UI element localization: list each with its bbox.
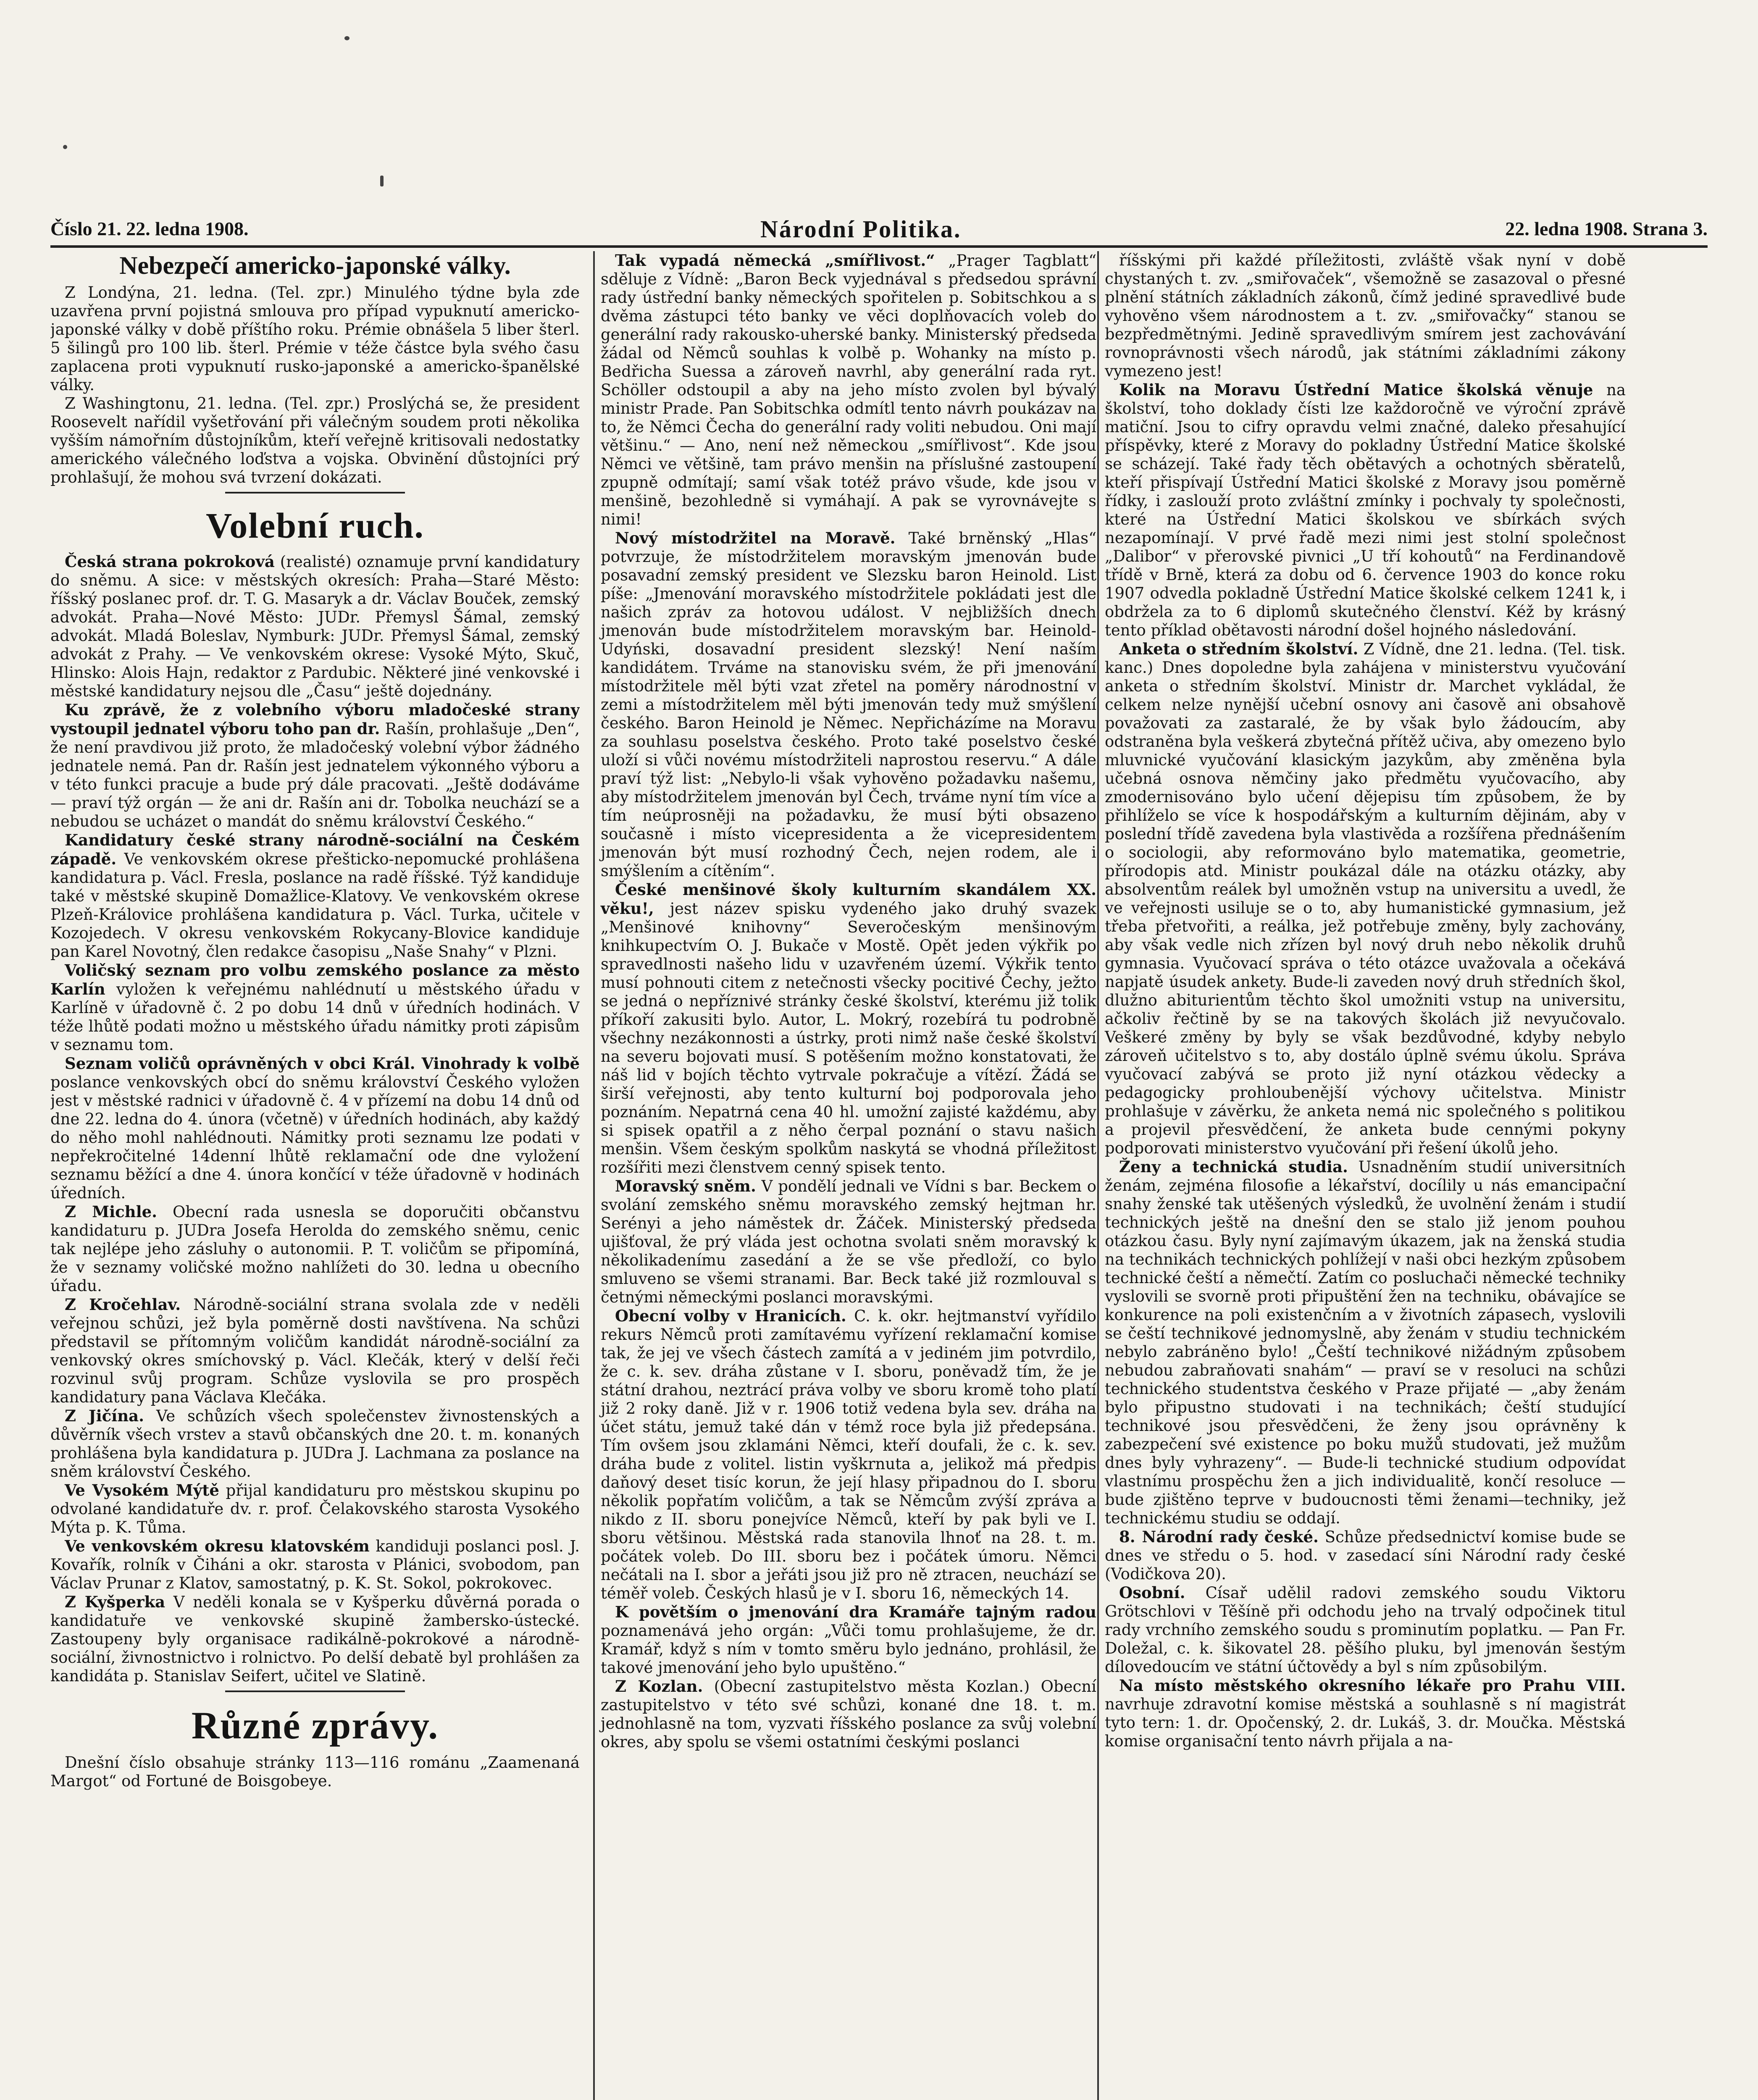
lead-text: Tak vypadá německá „smířlivost.“ (615, 251, 935, 270)
lead-text: Z Michle. (65, 1202, 158, 1221)
paragraph (1105, 1583, 1626, 1676)
paragraph (1105, 1676, 1626, 1751)
body-text: kandiduji poslanci posl. J. Kovařík, rolník v Čiháni a okr. starosta v Plánici, svobodom, pan Václav Prunar z Klatov, samostatný, p. K. St. Sokol, pokrokovec. (50, 1537, 580, 1592)
paragraph (601, 529, 1096, 880)
paragraph (50, 1537, 580, 1593)
lead-text: Na místo městského okresního lékaře pro Prahu VIII. (1119, 1676, 1626, 1695)
body-text: (Obecní zastupitelstvo města Kozlan.) Obecní zastupitelstvo v této své schůzi, konané dne 18. t. m. jednohlasně na tom, vyzvati říšského poslance za svůj volební okres, aby spolu se všemi ostatními českými poslanci (601, 1677, 1096, 1751)
body-text: Usnadněním studií universitních ženám, zejména filosofie a lékařství, docílily u nás emancipační snahy ženské tak utěšených výsledků, že uvolnění ženám i studií technických ještě na dnešní den se stalo již jenom pouhou otázkou času. Byly nyní zajímavým úkazem, jak na ženská studia na technikách technických pohlížejí v naši obci hezkým způsobem technické čeští a němečtí. Zatím co posluchači německé techniky vyslovili se svorně proti připuštění žen na techniku, obávajíce se konkurence na poli existenčním a v životních zápasech, vyslovili se čeští technikové jednomyslně, aby ženám v studiu technickém nebylo zabráněno bylo! „Čeští technikové nižádným způsobem nebudou zabraňovati snahám“ — praví se v resoluci na schůzi technického studentstva českého v Praze přijaté — „aby ženám bylo připustno studovati i na technikách; čeští studující technikové jsou přesvědčeni, že ženy jsou oprávněny k zabezpečení své existence po boku mužů studovati, jež mužům dnes byly vyhrazeny“. — Bude-li technické studium odpovídat vlastnímu prospěchu žen a jich individualitě, končí resoluce — bude zjištěno teprve v budoucnosti těmi ženami—techniky, jež technickému studiu se oddají. (1105, 1158, 1626, 1527)
paragraph (601, 1307, 1096, 1603)
body-text: poslance venkovských obcí do sněmu království Českého vyložen jest v městské radnici v úřadovně č. 4 v přízemí na dobu 14 dnů od dne 22. ledna do 4. února (včetně) v úředních hodinách, aby každý do něho mohl nahlédnouti. Námitky proti seznamu lze podati v nepřekročitelné 14denní lhůtě reklamační ode dne vyložení seznamu běžící a dne 4. února končící v téže úřadovně v hodinách úředních. (50, 1073, 580, 1202)
scan-speck (380, 176, 384, 186)
body-text: Rašín, prohlašuje „Den“, že není pravdivou již proto, že mladočeský volební výbor žádného jednatele nemá. Pan dr. Rašín jest jednatelem výkonného výboru a v této funkci pracuje a bude prý dále pracovati. „Ještě dodáváme — praví týž orgán — že ani dr. Rašín ani dr. Tobolka neuchází se a nebudou se ucházet o mandát do sněmu království Českého.“ (50, 720, 580, 830)
paragraph (601, 251, 1096, 529)
body-text: (realisté) oznamuje první kandidatury do sněmu. A sice: v městských okresích: Praha—Staré Město: říšský poslanec prof. dr. T. G. Masaryk a dr. Václav Bouček, zemský advokát. Praha—Nové Město: JUDr. Přemysl Šámal, zemský advokát. Mladá Boleslav, Nymburk: JUDr. Přemysl Šámal, zemský advokát z Prahy. — Ve venkovském okrese: Vysoké Mýto, Skuč, Hlinsko: Alois Hajn, redaktor z Pardubic. Některé jiné venkovské i městské kandidatury nejsou dle „Času“ ještě dojednány. (50, 553, 580, 700)
section-title: Různé zprávy. (191, 1704, 439, 1747)
paragraph (50, 1407, 580, 1481)
lead-text: Osobní. (1119, 1583, 1185, 1602)
body-text: jest název spisku vydeného jako druhý svazek „Menšinové knihovny“ Severočeským menšinovým knihkupectvím O. J. Bukače v Mostě. Opět jeden výkřik po spravedlnosti našeho lidu v uzavřeném území. Výkřik tento musí pohnouti citem z netečnosti všecky pocitivé Čechy, ježto se jedná o nepříznivé stránky české školství, kterému již tolik příkoří zakusiti bylo. Autor, L. Mokrý, rozebírá tu podrobně všechny nezákonnosti a ústrky, proti nimž naše české školství na severu bojovati musí. S potěšením možno konstatovati, že náš lid v bojích těchto vytrvale pokračuje a vítězí. Žádá se širší veřejnosti, aby tento kulturní boj podporovala jeho poznáním. Nepatrná cena 40 hl. umožní zajisté každému, aby si spisek opatřil a z něho čerpal poznání o stavu našich menšin. Všem českým spolkům naskytá se vhodná příležitost rozšířiti mezi členstvem cenný spisek tento. (601, 900, 1096, 1176)
body-text: Císař udělil radovi zemského soudu Viktoru Grötschlovi v Těšíně při odchodu jeho na trvalý odpočinek titul rady vrchního zemského soudu s prominutím poplatku. — Pan Fr. Doležal, c. k. šikovatel 28. pěšího pluku, byl jmenován šestým dílovedoucím ve státní účtovědy a byl s ním způsobilým. (1105, 1584, 1626, 1676)
paragraph (50, 552, 580, 701)
paragraph (50, 1202, 580, 1295)
paragraph: říšskými při každé příležitosti, zvláště však nyní v době chystaných t. zv. „smiřovaček“, všemožně se zasazoval o přesné plnění státních základních zákonů, čímž jediné spravedlivé bude vyhověno všem národnostem a t. zv. „smiřovačky“ stanou se bezpředmětnými. Jedině spravedlivým smírem jest zachovávání rovnoprávnosti všech národů, jak státními základními zákony vymezeno jest! (1105, 251, 1626, 380)
lead-text: České menšinové školy kulturním skandálem XX. věku!, (601, 880, 1096, 918)
body-text: Ve venkovském okrese přešticko-nepomucké prohlášena kandidatura p. Václ. Fresla, poslance na radě říšské. Týž kandiduje také v městské skupině Domažlice-Klatovy. Ve venkovském okrese Plzeň-Královice prohlášena kandidatura p. Václ. Turka, učitele v Kozojedech. V okresu venkovském Rokycany-Blovice kandiduje pan Karel Novotný, člen redakce časopisu „Naše Snahy“ v Plzni. (50, 850, 580, 961)
separator (225, 492, 405, 494)
body-text: na školství, toho doklady čísti lze každoročně ve výroční zprávě matiční. Jsou to cifry opravdu velmi značné, daleko přesahující příspěvky, které z Moravy do pokladny Ústřední Matice školské se scházejí. Také řady těch obětavých a ochotných sběratelů, kteří přispívají Ústřední Matici školské z Moravy jsou poměrně řídky, i zaslouží proto zvláštní zmínky i pochvaly ty společnosti, které na Ústřední Matici školskou ve sbírkách svých nezapomínají. V prvé řadě mezi nimi jest stolní společnost „Dalibor“ v přerovské pivnici „U tří kohoutů“ na Ferdinandově třídě v Brně, která za dobu od 6. července 1903 do konce roku 1907 odvedla pokladně Ústřední Matice školské celkem 1241 k, i obdržela za to 6 diplomů skutečného členství. Kéž by krásný tento příklad obětavosti národní došel hojného následování. (1105, 381, 1626, 639)
lead-text: Anketa o středním školství. (1119, 640, 1359, 658)
lead-text: Ku zprávě, že z volebního výboru mladočeské strany vystoupil jednatel výboru toho pan dr. (50, 701, 580, 738)
body-text: Také brněnský „Hlas“ potvrzuje, že místodržitelem moravským jmenován bude posavadní zemský president ve Slezsku baron Heinold. List píše: „Jmenování moravského místodržitele pokládati jest dle našich zpráv za hotovou událost. V nejbližších dnech jmenován bude místodržitelem moravským bar. Heinold-Udyński, dosavadní president slezský! Není naším kandidátem. Trváme na stanovisku svém, že při jmenování místodržitele měl býti vzat zřetel na poměry národnostní v zemi a místodržitelem měl býti jmenován tedy muž smýšlení českého. Baron Heinold je Němec. Nepřicházíme na Moravu za souhlasu poselstva českého. Proto také poselstvo české uloží si vůči novému místodržiteli naprostou reservu.“ A dále praví týž list: „Nebylo-li však vyhověno požadavku našemu, aby místodržitelem jmenován byl Čech, trváme nyní tím více a tím neúprosněji na požadavku, že musí býti obsazeno současně i místo vicepresidenta a že vicepresidentem jmenován být musí rozhodný Čech, nejen rodem, ale i smýšlením a cítěním“. (601, 529, 1096, 880)
lead-text: Z Kozlan. (615, 1677, 703, 1696)
paragraph (50, 1481, 580, 1537)
body-text: C. k. okr. hejtmanství vyřídilo rekurs Němců proti zamítavému vyřízení reklamační komise tak, že jej ve všech částech zamítá a v jediném jim potvrdilo, že c. k. sev. dráha zůstane v I. sboru, poněvadž tím, že je státní drahou, neztrácí práva volby ve sboru kromě toho platí již 2 roky daně. Již v r. 1906 totiž vedena byla sev. dráha na účet státu, jemuž také dán v témž roce byla již předepsána. Tím ovšem jsou zklamáni Němci, kteří doufali, že c. k. sev. dráha bude z volitel. listin vyškrnuta a, jelikož má předpis daňový deset tisíc korun, že její hlasy připadnou do I. sboru několik popřatím voličům, a tak se Němcům zvýší zpráva a nikdo z II. sboru ponejvíce Němců, kteří by pak byli ve I. sboru většinou. Městská rada stanovila lhnoť na 28. t. m. počátek voleb. Do III. sboru bez i počátek úmoru. Němci nečátali na I. sbor a jeřáti jsou již pro ně ztracen, neuchází se téměř voleb. Českých hlasů je v I. sboru 16, německých 14. (601, 1307, 1096, 1602)
lead-text: Moravský sněm. (615, 1177, 756, 1195)
paragraph (50, 831, 580, 961)
lead-text: Česká strana pokroková (65, 552, 275, 571)
paragraph (601, 1603, 1096, 1677)
lead-text: Nový místodržitel na Moravě. (615, 529, 896, 547)
lead-text: Voličský seznam pro volbu zemského poslance za město Karlín (50, 961, 580, 998)
lead-text: Z Jičína. (65, 1407, 144, 1425)
paragraph (1105, 1528, 1626, 1583)
paragraph (601, 880, 1096, 1177)
body-text: Národně-sociální strana svolala zde v neděli veřejnou schůzi, jež byla poměrně dosti navštívena. Na schůzi představil se přítomným voličům kandidát národně-sociální za venkovský okres smíchovský p. Václ. Klečák, který v delší řeči rozvinul svůj program. Schůze vyslovila se pro prospěch kandidatury pana Václava Klečáka. (50, 1296, 580, 1406)
lead-text: K povětším o jmenování dra Kramáře tajným radou (615, 1603, 1096, 1621)
body-text: vyložen k veřejnému nahlédnutí u městského úřadu v Karlíně v úřadovně č. 2 po dobu 14 dnů v úředních hodinách. V téže lhůtě podati možno u městského úřadu námitky proti zápisům v seznamu tom. (50, 980, 580, 1054)
paragraph: Z Londýna, 21. ledna. (Tel. zpr.) Minulého týdne byla zde uzavřena první pojistná smlouva pro případ vypuknutí americko-japonské války v době příštího roku. Prémie obnášela 5 liber šterl. 5 šilingů pro 100 lib. šterl. Prémie v téže částce byla svého času zaplacena proti vypuknutí rusko-japonské a americko-španělské války. (50, 284, 580, 394)
page-header (50, 215, 1708, 248)
body-text: V neděli konala se v Kyšperku důvěrná porada o kandidatuře ve venkovské skupině žambersko-ústecké. Zastoupeny byly organisace radikálně-pokrokové a národně-sociální, živnostnictvo i rolnictvo. Po delší debatě byl prohlášen za kandidáta p. Stanislav Seifert, učitel ve Slatině. (50, 1593, 580, 1685)
article-title: Nebezpečí americko-japonské války. (119, 252, 511, 279)
body-text: navrhuje zdravotní komise městská a souhlasně s ní magistrát tyto tern: 1. dr. Opočenský, 2. dr. Lukáš, 3. dr. Moučka. Městská komise organisační tento návrh přijala a na- (1105, 1695, 1626, 1750)
section-title: Volební ruch. (206, 505, 424, 546)
body-text: V pondělí jednali ve Vídni s bar. Beckem o svolání zemského sněmu moravského zemský hejtman hr. Serényi a jeho náměstek dr. Žáček. Ministerský předseda ujišťoval, že prý vláda jest ochotna svolati sněm moravský k několikadenímu zasedání a že se vše předloží, co bylo smluveno se všemi stranami. Bar. Beck také již rozmlouval s četnými německými poslanci moravskými. (601, 1177, 1096, 1306)
lead-text: Kolik na Moravu Ústřední Matice školská věnuje (1119, 381, 1593, 399)
paragraph (601, 1177, 1096, 1307)
paragraph (601, 1677, 1096, 1751)
column-2 (593, 251, 1096, 2100)
paragraph (50, 1295, 580, 1407)
body-text: „Prager Tagblatt“ sděluje z Vídně: „Baron Beck vyjednával s předsedou správní rady ústřední banky německých spořitelen p. Sobitschkou a s dvěma zástupci této banky ve věci doplňovacích voleb do generální rady rakousko-uherské banky. Ministerský předseda žádal od Němců souhlas k volbě p. Wohanky na místo p. Bedřicha Suessa a zároveň navrhl, aby generální rada ryt. Schöller odstoupil a aby na jeho místo zvolen byl bývalý ministr Prade. Pan Sobitschka odmítl tento návrh poukázav na to, že Němci Čecha do generální rady voliti nebudou. Oni mají většinu.“ — Ano, není než německou „smířlivost“. Kde jsou Němci ve většině, tam právo menšin na příslušné zastoupení zpupně odmítají; samí však totéž právo všude, kde jsou v menšině, bezohledně si vymáhají. A pak se vyrovnávejte s nimi! (601, 252, 1096, 528)
lead-text: Ženy a technická studia. (1119, 1158, 1348, 1176)
paragraph: Z Washingtonu, 21. ledna. (Tel. zpr.) Proslýchá se, že president Roosevelt nařídil vyšetřování při válečným soudem proti několika vyšším námořním důstojníkům, kteří veřejně kritisovali nedostatky amerického válečného loďstva a vojska. Obvinění důstojníci prý prohlašují, že mohou svá tvrzení dokázati. (50, 394, 580, 486)
lead-text: 8. Národní rady české. (1119, 1528, 1319, 1546)
separator (225, 1690, 405, 1692)
page-info: 22. ledna 1908. Strana 3. (1505, 218, 1708, 239)
column-1 (50, 251, 580, 2100)
body-text: přijal kandidaturu pro městskou skupinu po odvolané kandidatuře dv. r. prof. Čelakovského starosta Vysokého Mýta p. K. Tůma. (50, 1481, 580, 1536)
column-3 (1097, 251, 1626, 2100)
lead-text: Ve venkovském okresu klatovském (65, 1537, 370, 1555)
lead-text: Obecní volby v Hranicích. (615, 1307, 846, 1325)
body-text: Z Vídně, dne 21. ledna. (Tel. tisk. kanc.) Dnes dopoledne byla zahájena v ministerstvu vyučování anketa o středním školství. Ministr dr. Marchet vykládal, že celkem nelze nynější učební osnovy ani časově ani obsahově považovati za zastaralé, že by však bylo žádoucím, aby odstraněna byla veškerá zbytečná přítěž učiva, aby omezeno bylo mluvnické vyučování klasickým jazykům, aby změněna byla učebná osnova němčiny jako předmětu vyučovacího, aby zmodernisováno bylo učení dějepisu tím způsobem, že by přihlíželo se více k hospodářským a kulturním dějinám, aby v poslední třídě zavedena byla vlastivěda a rozšířena přednášením o sociologii, aby reformováno bylo matematika, geometrie, přírodopis atd. Ministr poukázal dále na otázku otázky, aby absolventům reálek byl umožněn vstup na universitu a uvedl, že ve veřejnosti usiluje se o to, aby humanistické gymnasium, jež třeba přetvořiti, a reálka, jež potřebuje změny, byly zachovány, aby však vedle nich zřízen byl nový druh nebo několik druhů gymnasia. Vyučovací správa o této otázce uvažovala a očekává napjatě úsudek ankety. Bude-li zaveden nový druh středních škol, dlužno abiturientům těchto škol umožniti vstup na universitu, ačkoliv řečtině by se na takových školách již nevyučovalo. Veškeré změny by byly se však bezdůvodné, kdyby nebylo zároveň učitelstvo s to, aby dostálo úplně svému úkolu. Správa vyučovací zabývá se proto již nyní otázkou vědecky a pedagogicky prohloubenější výchovy učitelstva. Ministr prohlašuje v závěrku, že anketa nemá nic společného s politikou a projevil přesvědčení, že anketa bude cennými pokyny podporovati ministerstvo vyučování při řešení úkolů jeho. (1105, 640, 1626, 1157)
scan-speck (344, 36, 349, 40)
paragraph (50, 961, 580, 1054)
body-text: Schůze předsednictví komise bude se dnes ve středu o 5. hod. v zasedací síni Národní rady české (Vodičkova 20). (1105, 1528, 1626, 1583)
paragraph (50, 1593, 580, 1685)
paragraph (1105, 1158, 1626, 1528)
paragraph (1105, 640, 1626, 1158)
body-text: Ve schůzích všech společenstev živnostenských a důvěrník všech vrstev a stavů občanských dne 20. t. m. konaných prohlášena byla kandidatura p. JUDra J. Lachmana za poslance na sněm království Českého. (50, 1407, 580, 1480)
paragraph (50, 1054, 580, 1202)
scan-speck (63, 145, 67, 149)
body-text: poznamenává jeho orgán: „Vůči tomu prohlašujeme, že dr. Kramář, když s ním v tomto směru bylo jednáno, prohlásil, že takové jmenování jeho bylo upuštěno.“ (601, 1622, 1096, 1677)
masthead: Národní Politika. (760, 215, 962, 243)
body-text: Obecní rada usnesla se doporučiti občanstvu kandidaturu p. JUDra Josefa Herolda do zemského sněmu, cenic tak nejlépe jeho zásluhy o autonomii. P. T. voličům se připomíná, že v seznamy voličské možno nahlížeti do 30. ledna u obecního úřadu. (50, 1203, 580, 1295)
lead-text: Z Kyšperka (65, 1593, 166, 1611)
lead-text: Z Kročehlav. (65, 1295, 181, 1314)
paragraph (50, 701, 580, 831)
paragraph: Dnešní číslo obsahuje stránky 113—116 románu „Zaamenaná Margot“ od Fortuné de Boisgobeye. (50, 1754, 580, 1790)
issue-info: Číslo 21. 22. ledna 1908. (50, 218, 249, 239)
lead-text: Seznam voličů oprávněných v obci Král. Vinohrady k volbě (65, 1054, 580, 1073)
paragraph (1105, 381, 1626, 640)
lead-text: Ve Vysokém Mýtě (65, 1481, 219, 1499)
lead-text: Kandidatury české strany národně-sociální na Českém západě. (50, 831, 580, 868)
